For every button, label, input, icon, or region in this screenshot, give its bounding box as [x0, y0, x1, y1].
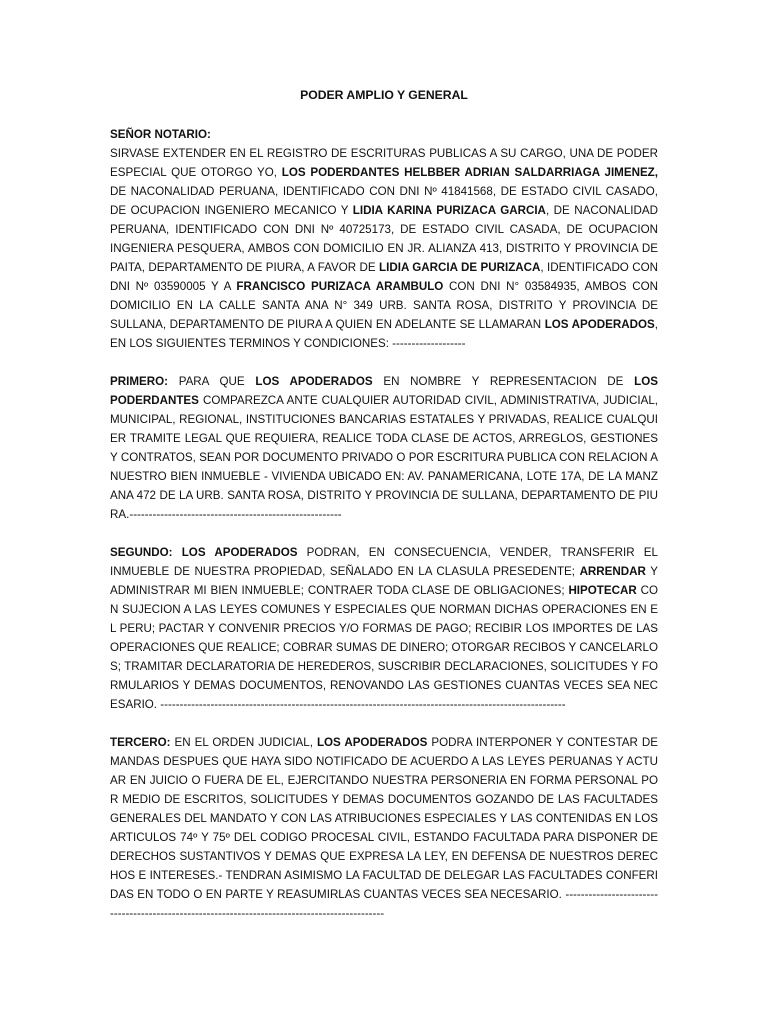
document-page: [110, 86, 658, 942]
text-run: , EN LOS SIGUIENTES TERMINOS Y CONDICIONES: -------------------: [110, 318, 658, 350]
bold-text-run: LOS APODERADOS: [316, 736, 428, 749]
bold-text-run: ARRENDAR: [579, 565, 646, 578]
text-run: EN EL ORDEN JUDICIAL,: [170, 736, 317, 749]
text-run: EN NOMBRE Y REPRESENTACION DE: [372, 375, 635, 388]
text-run: PODRA INTERPONER Y CONTESTAR DEMANDAS DESPUES QUE HAYA SIDO NOTIFICADO DE ACUERDO A LAS LEYES PERUANAS Y ACTUAR EN JUICIO O FUERA DE EL, EJERCITANDO NUESTRA PERSONERIA EN FORMA PERSONAL POR MEDIO DE ESCRITOS, SOLICITUDES Y DEMAS DOCUMENTOS GOZANDO DE LAS FACULTADES GENERALES DEL MANDATO Y CON LAS ATRIBUCIONES ESPECIALES Y LAS CONTENIDAS EN LOS ARTICULOS 74º Y 75º DEL CODIGO PROCESAL CIVIL, ESTANDO FACULTADA PARA DISPONER DE DERECHOS SUSTANTIVOS Y DEMAS QUE EXPRESA LA LEY, EN DEFENSA DE NUESTROS DERECHOS E INTERESES.- TENDRAN ASIMISMO LA FACULTAD DE DELEGAR LAS FACULTADES CONFERIDAS EN TODO O EN PARTE Y REASUMIRLAS CUANTAS VECES SEA NECESARIO. -----------------------------------------------------------------------------------------------: [110, 736, 658, 920]
bold-text-run: LIDIA KARINA PURIZACA GARCIA: [352, 204, 546, 217]
text-run: COMPAREZCA ANTE CUALQUIER AUTORIDAD CIVIL, ADMINISTRATIVA, JUDICIAL, MUNICIPAL, REGIONAL, INSTITUCIONES BANCARIAS ESTATALES Y PRIVADAS, REALICE CUALQUIER TRAMITE LEGAL QUE REQUIERA, REALICE TODA CLASE DE ACTOS, ARREGLOS, GESTIONES Y CONTRATOS, SEAN POR DOCUMENTO PRIVADO O POR ESCRITURA PUBLICA CON RELACION A NUESTRO BIEN INMUEBLE - VIVIENDA UBICADO EN: AV. PANAMERICANA, LOTE 17A, DE LA MANZANA 472 DE LA URB. SANTA ROSA, DISTRITO Y PROVINCIA DE SULLANA, DEPARTAMENTO DE PIURA.-------------------------------------------------------: [110, 394, 658, 521]
bold-text-run: LOS PODERDANTES HELBBER ADRIAN SALDARRIAGA JIMENEZ,: [281, 166, 658, 179]
text-run: SIRVASE EXTENDER EN EL REGISTRO DE ESCRITURAS PUBLICAS A SU CARGO, UNA DE PODER ESPECIAL QUE OTORGO YO,: [110, 147, 658, 179]
text-run: [172, 546, 181, 559]
text-run: , IDENTIFICADO CON DNI Nº 03590005 Y A: [110, 261, 658, 293]
paragraph-intro: [110, 144, 658, 353]
text-run: CON DNI N° 03584935, AMBOS CON DOMICILIO EN LA CALLE SANTA ANA N° 349 URB. SANTA ROSA, DISTRITO Y PROVINCIA DE SULLANA, DEPARTAMENTO DE PIURA A QUIEN EN ADELANTE SE LLAMARAN: [110, 280, 658, 331]
paragraph-primero: [110, 372, 658, 524]
text-run: PODRAN, EN CONSECUENCIA, VENDER, TRANSFERIR EL INMUEBLE DE NUESTRA PROPIEDAD, SEÑALADO EN LA CLASULA PRESEDENTE;: [110, 546, 658, 578]
bold-text-run: PRIMERO:: [110, 375, 168, 388]
text-run: DE NACONALIDAD PERUANA, IDENTIFICADO CON DNI Nº 41841568, DE ESTADO CIVIL CASADO, DE OCUPACION INGENIERO MECANICO Y: [110, 185, 658, 217]
text-run: , DE NACONALIDAD PERUANA, IDENTIFICADO CON DNI Nº 40725173, DE ESTADO CIVIL CASADA, DE OCUPACION INGENIERA PESQUERA, AMBOS CON DOMICILIO EN JR. ALIANZA 413, DISTRITO Y PROVINCIA DE PAITA, DEPARTAMENTO DE PIURA, A FAVOR DE: [110, 204, 658, 274]
bold-text-run: LOS APODERADOS: [181, 546, 298, 559]
text-run: CON SUJECION A LAS LEYES COMUNES Y ESPECIALES QUE NORMAN DICHAS OPERACIONES EN EL PERU; PACTAR Y CONVENIR PRECIOS Y/O FORMAS DE PAGO; RECIBIR LOS IMPORTES DE LAS OPERACIONES QUE REALICE; COBRAR SUMAS DE DINERO; OTORGAR RECIBOS Y CANCELARLOS; TRAMITAR DECLARATORIA DE HEREDEROS, SUSCRIBIR DECLARACIONES, SOLICITUDES Y FORMULARIOS Y DEMAS DOCUMENTOS, RENOVANDO LAS GESTIONES CUANTAS VECES SEA NECESARIO. ---------------------------------------------------------------------------------------------------------: [110, 584, 658, 711]
text-run: Y ADMINISTRAR MI BIEN INMUEBLE; CONTRAER TODA CLASE DE OBLIGACIONES;: [110, 565, 658, 597]
bold-text-run: LOS APODERADOS: [544, 318, 655, 331]
bold-text-run: LOS PODERDANTES: [110, 375, 658, 407]
paragraph-tercero: [110, 733, 658, 923]
bold-text-run: LIDIA GARCIA DE PURIZACA: [379, 261, 541, 274]
bold-text-run: FRANCISCO PURIZACA ARAMBULO: [236, 280, 444, 293]
bold-text-run: TERCERO:: [110, 736, 171, 749]
paragraph-segundo: [110, 543, 658, 714]
document-title: PODER AMPLIO Y GENERAL: [300, 88, 468, 102]
bold-text-run: LOS APODERADOS: [255, 375, 373, 388]
text-run: PARA QUE: [167, 375, 256, 388]
bold-text-run: HIPOTECAR: [568, 584, 637, 597]
bold-text-run: SEGUNDO:: [110, 546, 173, 559]
addressee-heading: SEÑOR NOTARIO:: [110, 128, 211, 141]
